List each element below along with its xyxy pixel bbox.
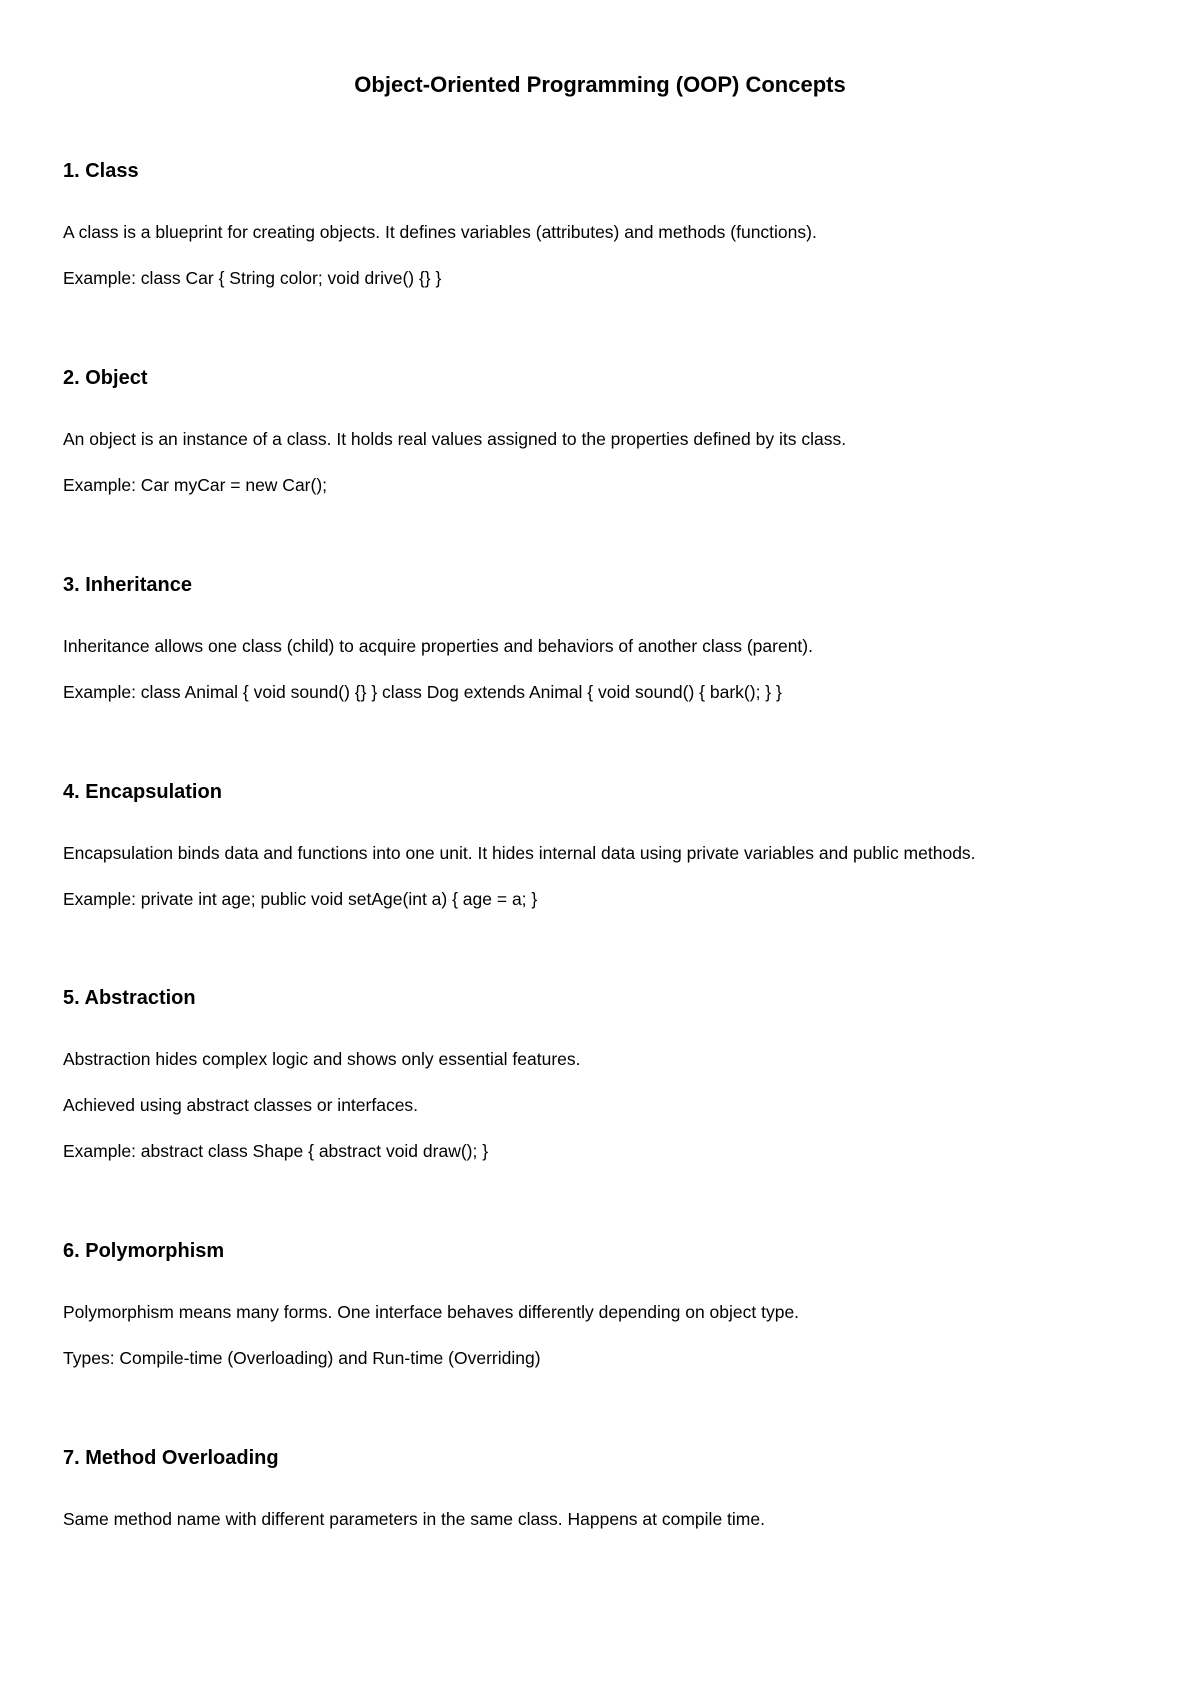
section-heading: 1. Class — [63, 160, 139, 182]
section-text: Example: Car myCar = new Car(); — [63, 475, 328, 495]
section-text: Abstraction hides complex logic and shows only essential features. — [63, 1049, 581, 1069]
section-text: Achieved using abstract classes or interfaces. — [63, 1095, 419, 1115]
section-text: Encapsulation binds data and functions into one unit. It hides internal data using private variables and public methods. — [63, 843, 976, 863]
section-object — [63, 364, 1163, 519]
section-heading: 3. Inheritance — [63, 574, 192, 596]
section-body — [63, 1300, 1163, 1370]
section-polymorphism — [63, 1237, 1163, 1392]
section-inheritance — [63, 571, 1163, 726]
section-heading: 6. Polymorphism — [63, 1240, 225, 1262]
section-heading: 7. Method Overloading — [63, 1447, 279, 1469]
section-text: A class is a blueprint for creating objects. It defines variables (attributes) and methods (functions). — [63, 222, 817, 242]
section-body — [63, 634, 1163, 704]
section-body — [63, 427, 1163, 497]
section-body — [63, 841, 1163, 911]
section-class — [63, 157, 1163, 312]
section-text: Example: class Car { String color; void drive() {} } — [63, 268, 442, 288]
section-text: Polymorphism means many forms. One interface behaves differently depending on object type. — [63, 1302, 800, 1322]
section-text: An object is an instance of a class. It holds real values assigned to the properties defined by its class. — [63, 429, 847, 449]
section-text: Example: abstract class Shape { abstract void draw(); } — [63, 1141, 489, 1161]
section-text: Example: class Animal { void sound() {} } class Dog extends Animal { void sound() { bark(); } } — [63, 682, 782, 702]
section-heading: 4. Encapsulation — [63, 781, 222, 803]
section-heading: 2. Object — [63, 367, 148, 389]
section-body — [63, 220, 1163, 290]
section-method-overloading — [63, 1444, 1163, 1553]
section-text: Types: Compile-time (Overloading) and Run-time (Overriding) — [63, 1348, 541, 1368]
section-body — [63, 1047, 1163, 1163]
section-text: Inheritance allows one class (child) to acquire properties and behaviors of another class (parent). — [63, 636, 813, 656]
section-abstraction — [63, 984, 1163, 1185]
section-heading: 5. Abstraction — [63, 987, 196, 1009]
section-encapsulation — [63, 778, 1163, 933]
section-text: Example: private int age; public void setAge(int a) { age = a; } — [63, 889, 538, 909]
section-body — [63, 1507, 1163, 1531]
document-title: Object-Oriented Programming (OOP) Concepts — [354, 72, 846, 97]
section-text: Same method name with different parameters in the same class. Happens at compile time. — [63, 1509, 765, 1529]
